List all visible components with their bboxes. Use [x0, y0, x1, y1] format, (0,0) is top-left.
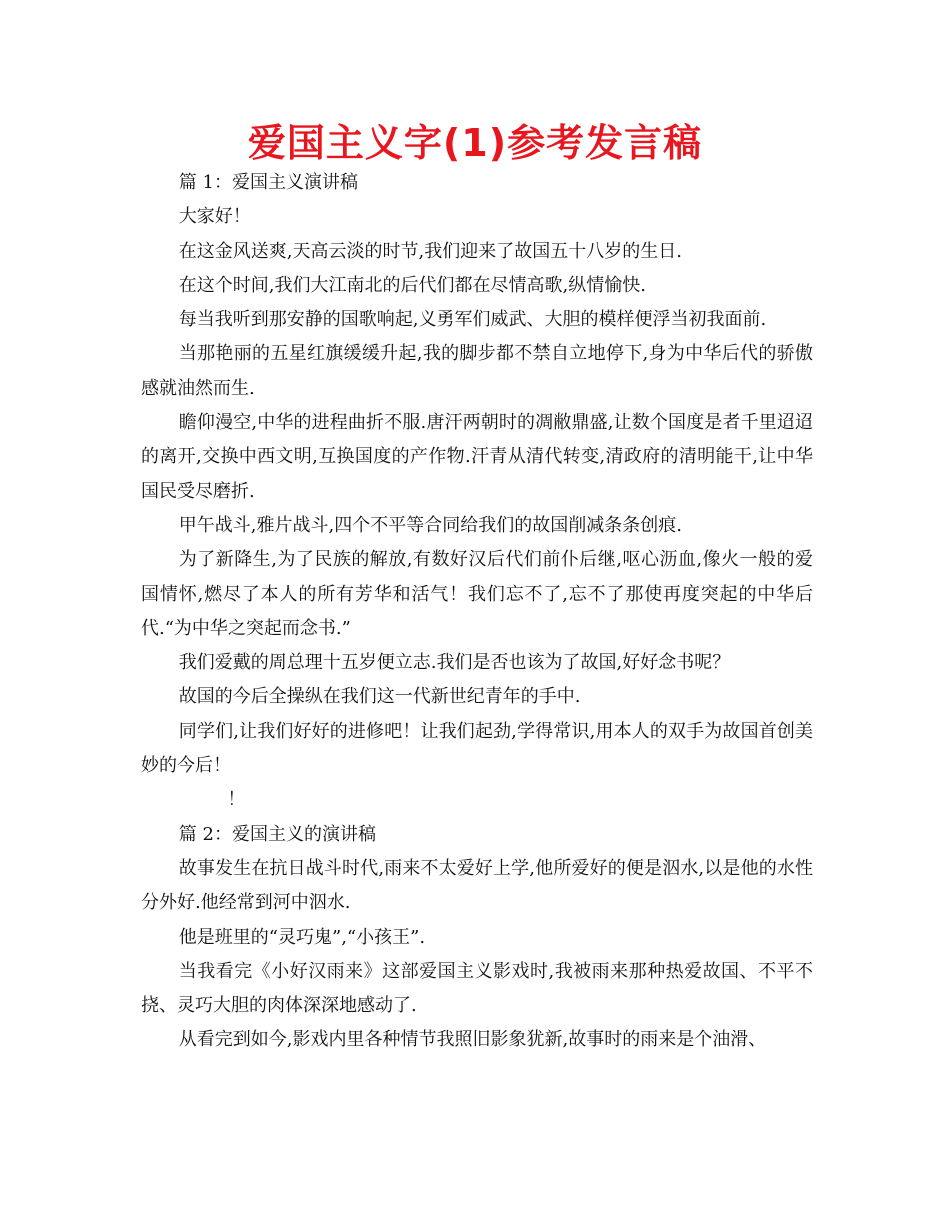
paragraph: 我们爱戴的周总理十五岁便立志.我们是否也该为了故国,好好念书呢？ — [178, 652, 731, 674]
paragraph: 他是班里的“灵巧鬼”,“小孩王”. — [178, 926, 426, 948]
paragraph: 当我看完《小好汉雨来》这部爱国主义影戏时,我被雨来那种热爱故国、不平不挠、灵巧大胆的肉体深深地感动了. — [141, 960, 813, 1017]
paragraph: 瞻仰漫空,中华的进程曲折不服.唐汗两朝时的凋敝鼎盛,让数个国度是者千里迢迢的离开,交换中西文明,互换国度的产作物.汗青从清代转变,清政府的清明能干,让中华国民受尽磨折. — [141, 412, 813, 502]
paragraph: 同学们,让我们好好的进修吧！让我们起劲,学得常识,用本人的双手为故国首创美妙的今后！ — [141, 720, 813, 777]
paragraph: 故国的今后全操纵在我们这一代新世纪青年的手中. — [178, 686, 581, 708]
document-body — [141, 166, 813, 1058]
paragraph: 为了新降生,为了民族的解放,有数好汉后代们前仆后继,呕心沥血,像火一般的爱国情怀,燃尽了本人的所有芳华和活气！我们忘不了,忘不了那使再度突起的中华后代.“为中华之突起而念书.” — [141, 549, 813, 639]
paragraph: 大家好！ — [178, 206, 251, 228]
paragraph: 从看完到如今,影戏内里各种情节我照旧影象犹新,故事时的雨来是个油滑、 — [178, 1029, 767, 1051]
paragraph: ！ — [227, 789, 246, 811]
paragraph: 甲午战斗,雅片战斗,四个不平等合同给我们的故国削减条条创痕. — [178, 514, 682, 536]
paragraph: 在这金风送爽,天高云淡的时节,我们迎来了故国五十八岁的生日. — [178, 240, 682, 262]
paragraph: 当那艳丽的五星红旗缓缓升起,我的脚步都不禁自立地停下,身为中华后代的骄傲感就油然而生. — [141, 343, 813, 399]
paragraph: 故事发生在抗日战斗时代,雨来不太爱好上学,他所爱好的便是泅水,以是他的水性分外好.他经常到河中泅水. — [141, 857, 813, 914]
section-heading-2: 篇 2：爱国主义的演讲稿 — [178, 823, 376, 845]
section-heading-1: 篇 1：爱国主义演讲稿 — [178, 172, 358, 193]
paragraph: 每当我听到那安静的国歌响起,义勇军们威武、大胆的模样便浮当初我面前. — [178, 309, 767, 331]
paragraph: 在这个时间,我们大江南北的后代们都在尽情高歌,纵情愉快. — [178, 274, 646, 296]
document-title: 爱国主义字(1)参考发言稿 — [247, 121, 703, 165]
